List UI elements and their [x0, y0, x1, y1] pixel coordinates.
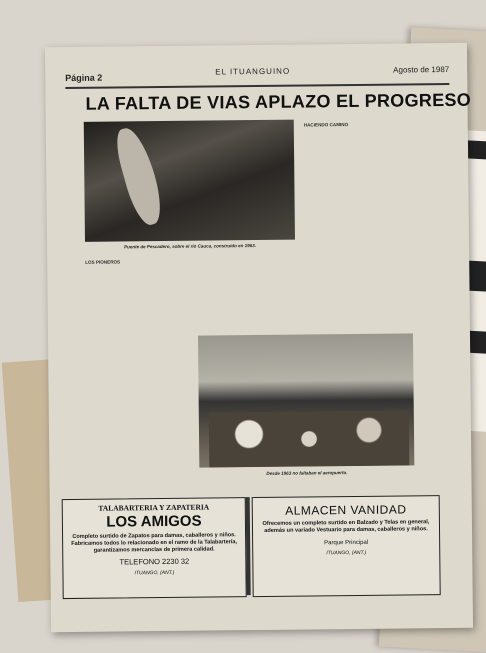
- crowd-shape: [209, 410, 410, 467]
- newspaper-name: EL ITUANGUINO: [215, 66, 291, 77]
- ad-business-name: LOS AMIGOS: [106, 512, 202, 531]
- bridge-photo: [84, 120, 295, 242]
- photo-caption: Desde 1963 no faltaban el aeropuerto.: [266, 470, 348, 476]
- issue-date: Agosto de 1987: [393, 64, 450, 75]
- ad-park: Parque Principal: [324, 539, 369, 547]
- ad-description: Completo surtido de Zapatos para damas, caballeros y niños. Fabricamos todos lo relacionado en el ramo de la Talabartería, garantizamos mercancías de primera calidad.: [71, 532, 238, 554]
- article-column: [304, 118, 416, 131]
- river-shape: [111, 124, 167, 228]
- photo-caption: Puente de Pescadero, sobre el río Cauca, construido en 1963.: [124, 243, 256, 250]
- subheading: HACIENDO CAMINO: [303, 122, 349, 128]
- ad-location: ITUANGO, (ANT.): [326, 549, 367, 557]
- ad-divider: [246, 497, 251, 595]
- ad-business-name: ALMACEN VANIDAD: [285, 502, 407, 518]
- crowd-photo: [198, 333, 414, 467]
- ad-los-amigos: [62, 497, 247, 599]
- ad-location: ITUANGO, (ANT.): [134, 569, 175, 577]
- page-number: Página 2: [65, 72, 103, 84]
- article-column: [85, 256, 185, 269]
- subheading: LOS PIONEROS: [85, 259, 121, 265]
- ad-phone: TELEFONO 2230 32: [119, 556, 190, 567]
- ad-description: Ofrecemos un completo surtido en Balzado y Telas en general, además un variado Vestuario para damas, caballeros y niños.: [262, 519, 430, 534]
- ad-business-type: TALABARTERIA Y ZAPATERIA: [98, 502, 210, 513]
- newspaper-page: [45, 43, 473, 632]
- main-headline: LA FALTA DE VIAS APLAZO EL PROGRESO: [85, 89, 472, 114]
- ad-almacen-vanidad: [252, 495, 441, 597]
